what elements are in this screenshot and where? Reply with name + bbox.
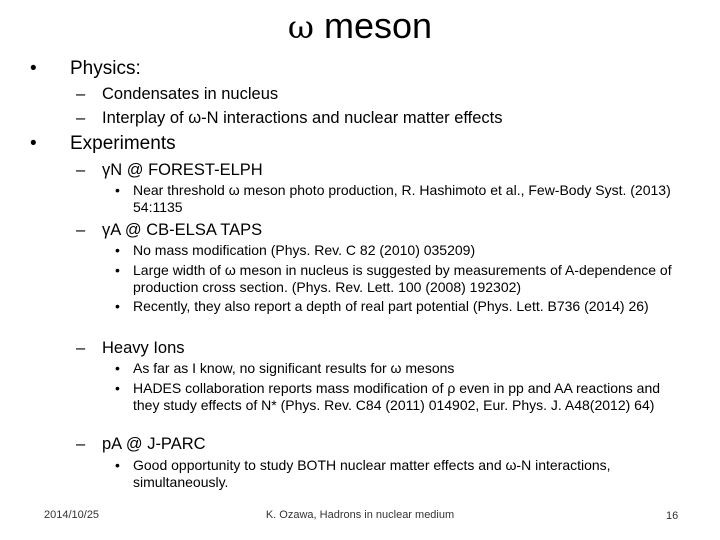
title-omega-symbol: ω <box>287 8 314 46</box>
slide-title <box>0 4 720 49</box>
experiment-detail <box>115 360 685 377</box>
experiments-label: Experiments <box>70 133 176 154</box>
bullet-physics <box>30 58 141 80</box>
experiment-detail <box>115 242 685 259</box>
experiment-group-name: γN @ FOREST-ELPH <box>102 161 263 179</box>
bullet-dot: • <box>115 182 120 198</box>
bullet-dot: • <box>115 298 120 314</box>
experiment-group <box>76 338 185 358</box>
physics-item <box>76 84 278 104</box>
title-text: meson <box>324 5 433 46</box>
bullet-dot: • <box>115 262 120 278</box>
dash-marker: – <box>76 221 86 239</box>
experiment-detail-text: Near threshold ω meson photo production, R. Hashimoto et al., Few-Body Syst. (2013) 54:1135 <box>133 182 671 215</box>
dash-marker: – <box>76 161 86 179</box>
page-number: 16 <box>666 510 679 522</box>
physics-label: Physics: <box>70 58 141 79</box>
experiment-group-name: pA @ J-PARC <box>102 435 206 453</box>
dash-marker: – <box>76 435 86 453</box>
experiment-group-name: γA @ CB-ELSA TAPS <box>102 221 263 239</box>
experiment-group <box>76 220 262 240</box>
bullet-dot: • <box>115 380 120 396</box>
experiment-group-name: Heavy Ions <box>102 339 185 357</box>
physics-item-text: Condensates in nucleus <box>102 85 279 103</box>
experiment-detail <box>115 457 685 491</box>
experiment-detail <box>115 262 685 296</box>
experiment-detail-text: No mass modification (Phys. Rev. C 82 (2010) 035209) <box>133 242 476 258</box>
experiment-group <box>76 434 206 454</box>
experiment-detail-text: Good opportunity to study BOTH nuclear matter effects and ω-N interactions, simultaneously. <box>133 457 611 490</box>
footer-date: 2014/10/25 <box>44 509 100 521</box>
experiment-detail-text: As far as I know, no significant results for ω mesons <box>133 360 455 376</box>
bullet-dot: • <box>115 360 120 376</box>
physics-item-text: Interplay of ω-N interactions and nuclear matter effects <box>102 109 503 127</box>
experiment-group <box>76 160 263 180</box>
experiment-detail <box>115 380 685 414</box>
experiment-detail <box>115 182 685 216</box>
experiment-detail-text: Recently, they also report a depth of real part potential (Phys. Lett. B736 (2014) 26) <box>133 298 649 314</box>
dash-marker: – <box>76 109 86 127</box>
experiment-detail-text: Large width of ω meson in nucleus is suggested by measurements of A-dependence of production cross section. (Phys. Rev. Lett. 100 (2008) 192302) <box>133 262 672 295</box>
bullet-dot: • <box>30 58 37 79</box>
experiment-detail <box>115 298 685 315</box>
dash-marker: – <box>76 85 86 103</box>
experiment-detail-text: HADES collaboration reports mass modification of ρ even in pp and AA reactions and they study effects of N* (Phys. Rev. C84 (2011) 014902, Eur. Phys. J. A48(2012) 64) <box>133 380 661 413</box>
bullet-dot: • <box>115 242 120 258</box>
dash-marker: – <box>76 339 86 357</box>
physics-item <box>76 108 503 128</box>
bullet-dot: • <box>115 457 120 473</box>
footer-author: K. Ozawa, Hadrons in nuclear medium <box>265 509 455 521</box>
bullet-dot: • <box>30 133 37 154</box>
bullet-experiments <box>30 133 176 155</box>
